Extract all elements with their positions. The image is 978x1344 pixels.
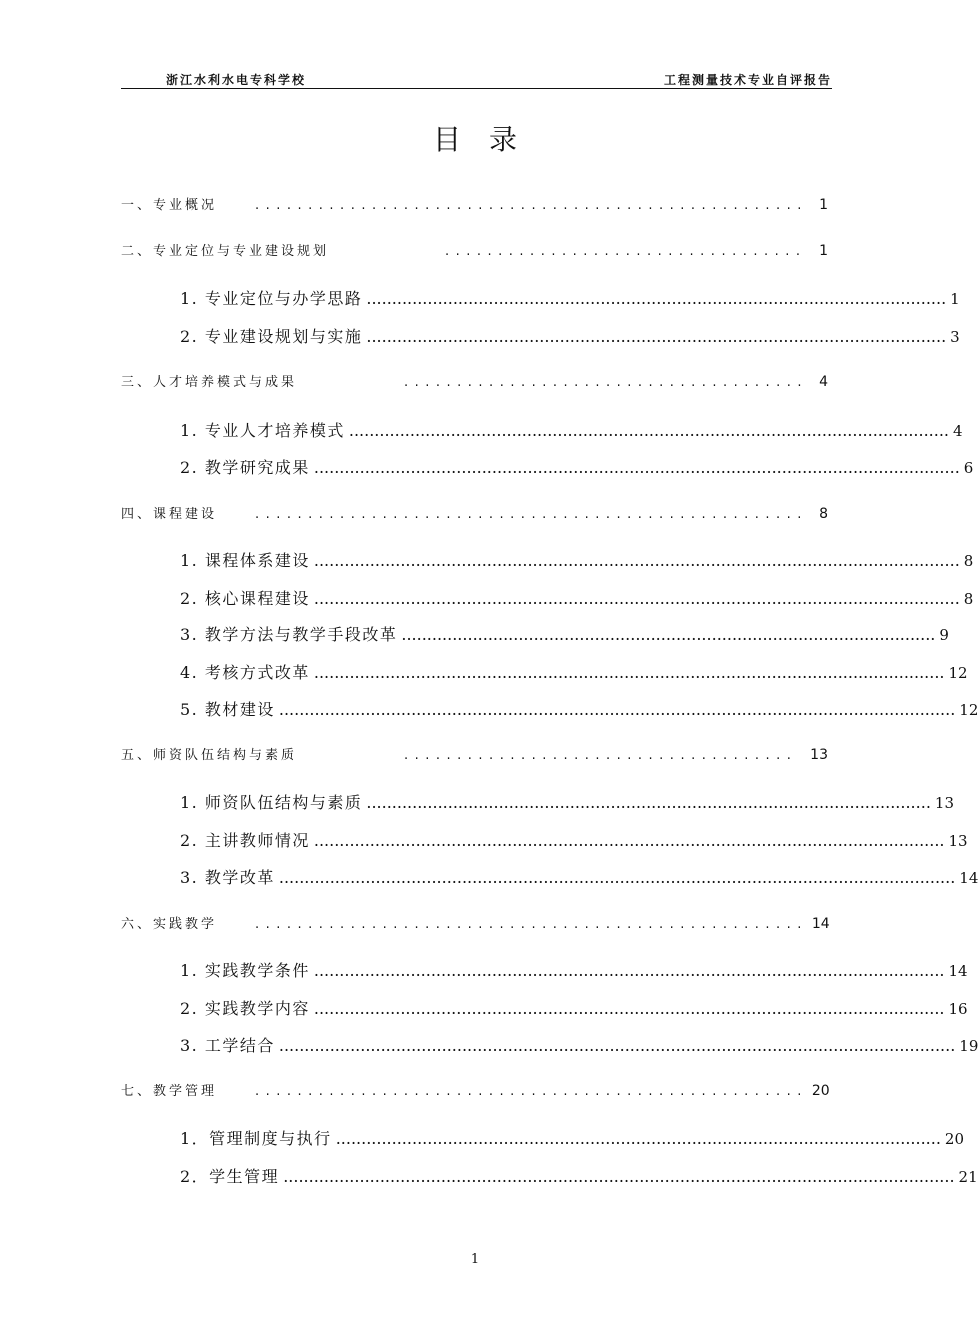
toc-section-entry[interactable]: [121, 913, 828, 932]
toc-title: 目录: [432, 123, 545, 156]
toc-entry-label: 3. 工学结合: [180, 1036, 275, 1055]
toc-entry-label: 1. 专业定位与办学思路: [180, 289, 363, 308]
toc-leader-dots: ..................................: [445, 244, 807, 259]
toc-entry-page: 13: [948, 832, 968, 850]
toc-entry-page: 20: [811, 1083, 830, 1099]
toc-subsection-entry[interactable]: [180, 1033, 978, 1056]
toc-leader-dots: .......................................................................................................................: [335, 1129, 941, 1148]
toc-entry-page: 12: [948, 664, 968, 682]
toc-entry-label: 5. 教材建设: [180, 700, 275, 719]
toc-leader-dots: ....................................................: [255, 198, 808, 213]
toc-leader-dots: ............................................................................................................................: [313, 961, 945, 980]
toc-leader-dots: ............................................................................................................................: [313, 999, 945, 1018]
toc-leader-dots: ....................................................: [255, 507, 808, 522]
toc-entry-page: 8: [963, 552, 974, 570]
toc-entry-page: 14: [959, 869, 978, 887]
toc-leader-dots: ...............................................................................................................................: [313, 458, 960, 477]
toc-leader-dots: ............................................................................................................................: [313, 663, 945, 682]
toc-leader-dots: ...............................................................................................................................: [313, 551, 960, 570]
toc-entry-label: 4. 考核方式改革: [180, 663, 310, 682]
toc-entry-page: 21: [958, 1168, 978, 1186]
toc-entry-page: 9: [939, 626, 949, 644]
toc-section-entry[interactable]: [121, 371, 828, 390]
toc-leader-dots: ..................................................................................................................: [366, 289, 947, 308]
toc-entry-page: 1: [819, 243, 828, 259]
toc-subsection-entry[interactable]: [180, 418, 963, 441]
toc-entry-page: 13: [810, 747, 828, 763]
toc-entry-label: 2．学生管理: [180, 1167, 280, 1186]
toc-leader-dots: ....................................................: [255, 917, 808, 932]
toc-entry-page: 4: [953, 422, 963, 440]
header-report-title: 工程测量技术专业自评报告: [663, 73, 832, 87]
toc-leader-dots: ......................................................................................................................: [348, 421, 949, 440]
toc-entry-label: 3. 教学改革: [180, 868, 275, 887]
toc-leader-dots: ...............................................................................................................................: [313, 589, 960, 608]
toc-subsection-entry[interactable]: [180, 996, 968, 1019]
toc-subsection-entry[interactable]: [180, 548, 974, 571]
toc-entry-page: 14: [811, 916, 830, 932]
toc-entry-label: 1. 实践教学条件: [180, 961, 310, 980]
toc-entry-label: 1．管理制度与执行: [180, 1129, 332, 1148]
toc-section-entry[interactable]: [121, 194, 828, 213]
toc-entry-label: 2. 实践教学内容: [180, 999, 310, 1018]
toc-leader-dots: ....................................................................................................................................: [283, 1167, 955, 1186]
toc-section-entry[interactable]: [121, 240, 828, 259]
toc-entry-page: 14: [948, 962, 968, 980]
toc-entry-page: 1: [819, 197, 828, 213]
toc-subsection-entry[interactable]: [180, 660, 968, 683]
toc-subsection-entry[interactable]: [180, 828, 968, 851]
toc-subsection-entry[interactable]: [180, 286, 960, 309]
toc-subsection-entry[interactable]: [180, 324, 960, 347]
toc-entry-label: 2. 主讲教师情况: [180, 831, 310, 850]
toc-subsection-entry[interactable]: [180, 958, 968, 981]
header-school-name: 浙江水利水电专科学校: [166, 73, 307, 87]
toc-entry-label: 1. 师资队伍结构与素质: [180, 793, 363, 812]
toc-leader-dots: .....................................................................................................................................: [278, 868, 956, 887]
toc-subsection-entry[interactable]: [180, 697, 978, 720]
toc-entry-page: 3: [950, 328, 960, 346]
toc-entry-label: 七、教学管理: [121, 1084, 218, 1099]
toc-leader-dots: ...............................................................................................................: [366, 793, 931, 812]
header-rule: [121, 88, 832, 89]
toc-subsection-entry[interactable]: [180, 455, 974, 478]
toc-section-entry[interactable]: [121, 744, 828, 763]
toc-entry-label: 2. 教学研究成果: [180, 458, 310, 477]
toc-entry-page: 19: [959, 1037, 978, 1055]
toc-entry-label: 3. 教学方法与教学手段改革: [180, 625, 398, 644]
page-number: 1: [470, 1252, 480, 1267]
toc-entry-label: 四、课程建设: [121, 507, 218, 522]
toc-leader-dots: ......................................: [404, 375, 809, 390]
toc-subsection-entry[interactable]: [180, 865, 978, 888]
toc-entry-page: 6: [963, 459, 974, 477]
toc-entry-label: 2. 核心课程建设: [180, 589, 310, 608]
toc-subsection-entry[interactable]: [180, 1126, 965, 1149]
toc-section-entry[interactable]: [121, 1080, 828, 1099]
toc-entry-page: 12: [959, 701, 978, 719]
toc-entry-page: 8: [819, 506, 828, 522]
toc-entry-label: 一、专业概况: [121, 198, 218, 213]
toc-entry-page: 4: [819, 374, 828, 390]
toc-leader-dots: .....................................................................................................................................: [278, 700, 956, 719]
toc-entry-label: 五、师资队伍结构与素质: [121, 748, 298, 763]
toc-entry-label: 2. 专业建设规划与实施: [180, 327, 363, 346]
toc-entry-label: 1. 课程体系建设: [180, 551, 310, 570]
toc-leader-dots: .........................................................................................................: [401, 625, 936, 644]
toc-subsection-entry[interactable]: [180, 622, 949, 645]
toc-subsection-entry[interactable]: [180, 1164, 978, 1187]
toc-subsection-entry[interactable]: [180, 790, 954, 813]
toc-entry-label: 1. 专业人才培养模式: [180, 421, 345, 440]
toc-entry-page: 16: [948, 1000, 968, 1018]
toc-section-entry[interactable]: [121, 503, 828, 522]
toc-leader-dots: ............................................................................................................................: [313, 831, 945, 850]
toc-entry-label: 六、实践教学: [121, 917, 218, 932]
toc-subsection-entry[interactable]: [180, 586, 974, 609]
toc-leader-dots: .....................................: [404, 748, 798, 763]
toc-entry-page: 8: [963, 590, 974, 608]
toc-leader-dots: ..................................................................................................................: [366, 327, 947, 346]
toc-leader-dots: .....................................................................................................................................: [278, 1036, 956, 1055]
toc-entry-page: 20: [944, 1130, 965, 1148]
toc-entry-label: 二、专业定位与专业建设规划: [121, 244, 330, 259]
toc-entry-label: 三、人才培养模式与成果: [121, 375, 298, 390]
toc-leader-dots: ....................................................: [255, 1084, 808, 1099]
toc-entry-page: 1: [950, 290, 960, 308]
toc-entry-page: 13: [934, 794, 954, 812]
